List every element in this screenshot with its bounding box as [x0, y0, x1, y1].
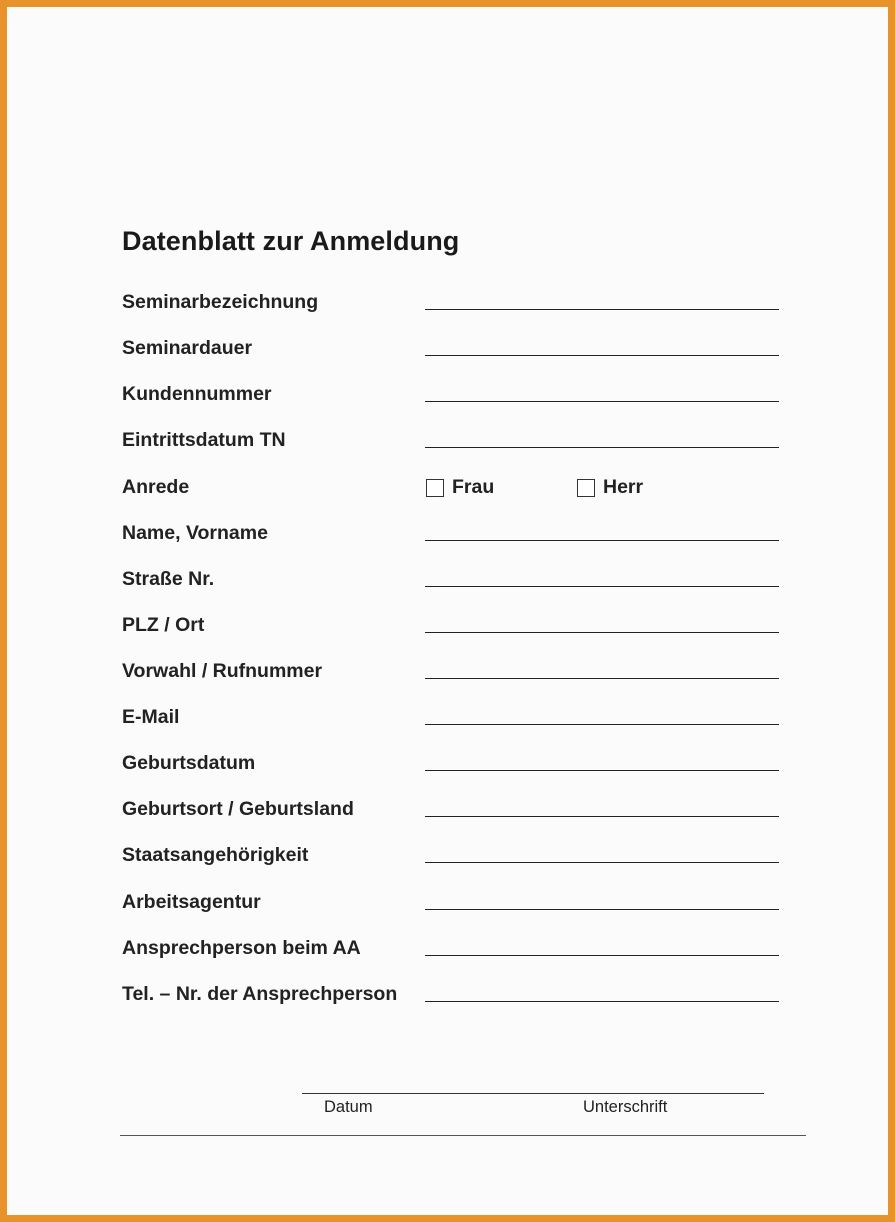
field-row-eintrittsdatum	[7, 429, 888, 469]
checkbox-frau[interactable]	[426, 476, 494, 499]
checkbox-box[interactable]	[577, 479, 595, 497]
field-label: Staatsangehörigkeit	[122, 844, 309, 866]
checkbox-box[interactable]	[426, 479, 444, 497]
signature-line[interactable]	[302, 1093, 764, 1094]
field-row-tel-ansprechperson	[7, 983, 888, 1023]
field-label: Seminarbezeichnung	[122, 291, 319, 313]
input-line-email[interactable]	[425, 724, 779, 725]
field-label: E-Mail	[122, 706, 180, 728]
field-row-ansprechperson	[7, 937, 888, 977]
input-line-plz-ort[interactable]	[425, 632, 779, 633]
input-line-strasse[interactable]	[425, 586, 779, 587]
field-label: PLZ / Ort	[122, 614, 205, 636]
field-row-email	[7, 706, 888, 746]
input-line-geburtsort[interactable]	[425, 816, 779, 817]
field-row-seminardauer	[7, 337, 888, 377]
field-label: Ansprechperson beim AA	[122, 937, 361, 959]
field-row-strasse	[7, 568, 888, 608]
field-row-kundennummer	[7, 383, 888, 423]
input-line-staatsangehoerigkeit[interactable]	[425, 862, 779, 863]
input-line-rufnummer[interactable]	[425, 678, 779, 679]
field-label: Straße Nr.	[122, 568, 215, 590]
field-row-name	[7, 522, 888, 562]
field-label: Arbeitsagentur	[122, 891, 261, 913]
checkbox-label-herr: Herr	[603, 476, 644, 498]
field-label: Tel. – Nr. der Ansprechperson	[122, 983, 398, 1005]
footer-divider	[120, 1135, 806, 1136]
field-row-staatsangehoerigkeit	[7, 844, 888, 884]
field-label: Geburtsdatum	[122, 752, 256, 774]
checkbox-herr[interactable]	[577, 476, 643, 499]
field-label: Anrede	[122, 476, 190, 498]
field-label: Eintrittsdatum TN	[122, 429, 286, 451]
field-label: Geburtsort / Geburtsland	[122, 798, 354, 820]
input-line-arbeitsagentur[interactable]	[425, 909, 779, 910]
form-page	[7, 7, 888, 1215]
input-line-name[interactable]	[425, 540, 779, 541]
field-label: Name, Vorname	[122, 522, 268, 544]
field-row-anrede	[7, 476, 888, 516]
input-line-tel-ansprechperson[interactable]	[425, 1001, 779, 1002]
form-title: Datenblatt zur Anmeldung	[122, 226, 460, 256]
input-line-ansprechperson[interactable]	[425, 955, 779, 956]
input-line-geburtsdatum[interactable]	[425, 770, 779, 771]
input-line-seminarbezeichnung[interactable]	[425, 309, 779, 310]
input-line-kundennummer[interactable]	[425, 401, 779, 402]
field-row-rufnummer	[7, 660, 888, 700]
field-row-plz-ort	[7, 614, 888, 654]
field-label: Kundennummer	[122, 383, 272, 405]
checkbox-label-frau: Frau	[452, 476, 495, 498]
field-row-arbeitsagentur	[7, 891, 888, 931]
field-row-seminarbezeichnung	[7, 291, 888, 331]
input-line-seminardauer[interactable]	[425, 355, 779, 356]
field-row-geburtsdatum	[7, 752, 888, 792]
date-label: Datum	[324, 1098, 373, 1116]
signature-label: Unterschrift	[583, 1098, 668, 1116]
input-line-eintrittsdatum[interactable]	[425, 447, 779, 448]
field-row-geburtsort	[7, 798, 888, 838]
field-label: Seminardauer	[122, 337, 253, 359]
field-label: Vorwahl / Rufnummer	[122, 660, 323, 682]
